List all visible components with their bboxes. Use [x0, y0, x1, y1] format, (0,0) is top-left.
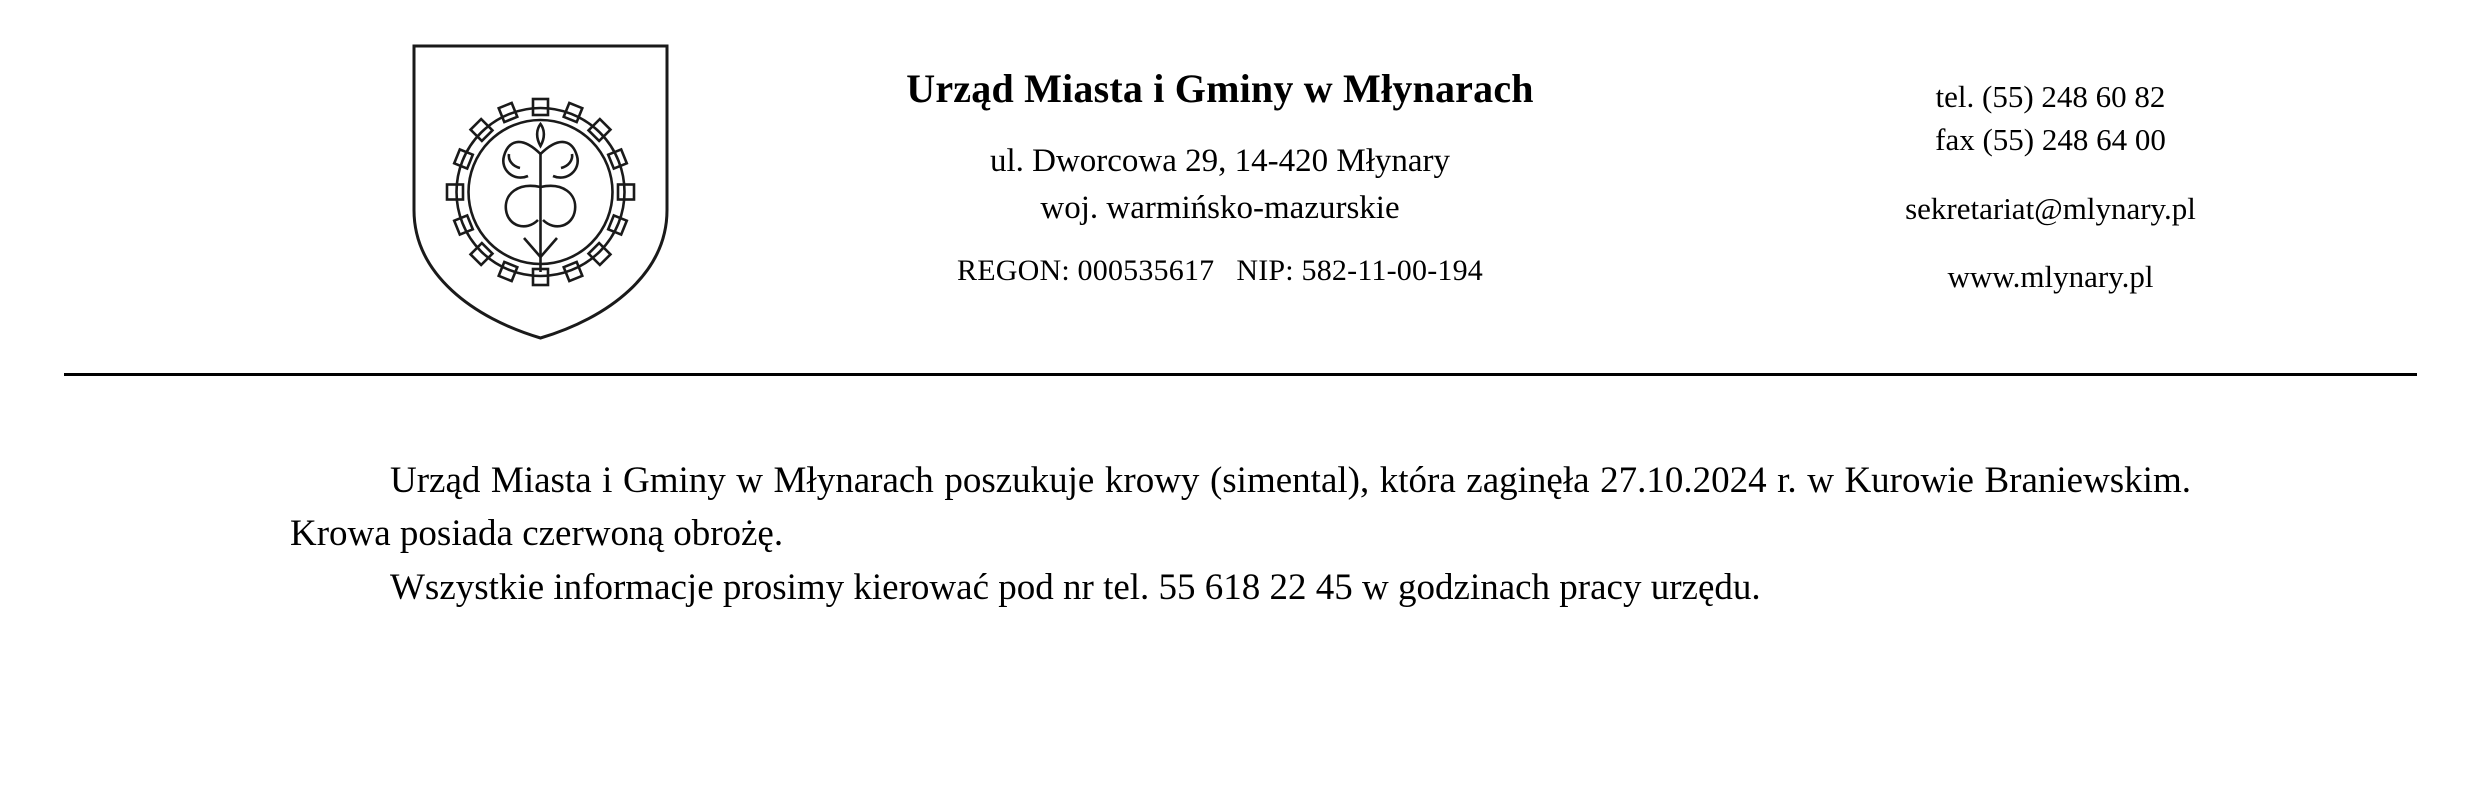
- coat-of-arms-mlynary-icon: [408, 42, 673, 342]
- header-divider: [64, 373, 2417, 376]
- body-paragraph-1-text: Urząd Miasta i Gminy w Młynarach poszukuje krowy (simental), która zaginęła 27.10.2024 r. w Kurowie Braniewskim. Krowa posiada czerwoną obrożę.: [290, 460, 2191, 554]
- contact-details: [1660, 42, 2411, 299]
- email-address[interactable]: sekretariat@mlynary.pl: [1905, 190, 2196, 226]
- coat-of-arms-container: [70, 42, 690, 342]
- fax-number: fax (55) 248 64 00: [1935, 121, 2166, 157]
- body-paragraph-2: [290, 562, 2191, 615]
- organization-name: Urząd Miasta i Gminy w Młynarach: [906, 66, 1534, 111]
- address-line-2: woj. warmińsko-mazurskie: [1040, 189, 1400, 226]
- nip-value: NIP: 582-11-00-194: [1236, 253, 1483, 287]
- registration-identifiers: [780, 254, 1660, 288]
- regon-value: REGON: 000535617: [956, 253, 1215, 287]
- organization-details: [780, 42, 1660, 288]
- letterhead: [0, 0, 2481, 342]
- body-paragraph-1: [290, 455, 2191, 560]
- website-address[interactable]: www.mlynary.pl: [1947, 259, 2154, 295]
- body-paragraph-2-text: Wszystkie informacje prosimy kierować pod nr tel. 55 618 22 45 w godzinach pracy urzędu.: [390, 567, 1761, 609]
- address-line-1: ul. Dworcowa 29, 14-420 Młynary: [989, 143, 1451, 179]
- phone-number: tel. (55) 248 60 82: [1935, 79, 2166, 114]
- document-body: [290, 455, 2191, 615]
